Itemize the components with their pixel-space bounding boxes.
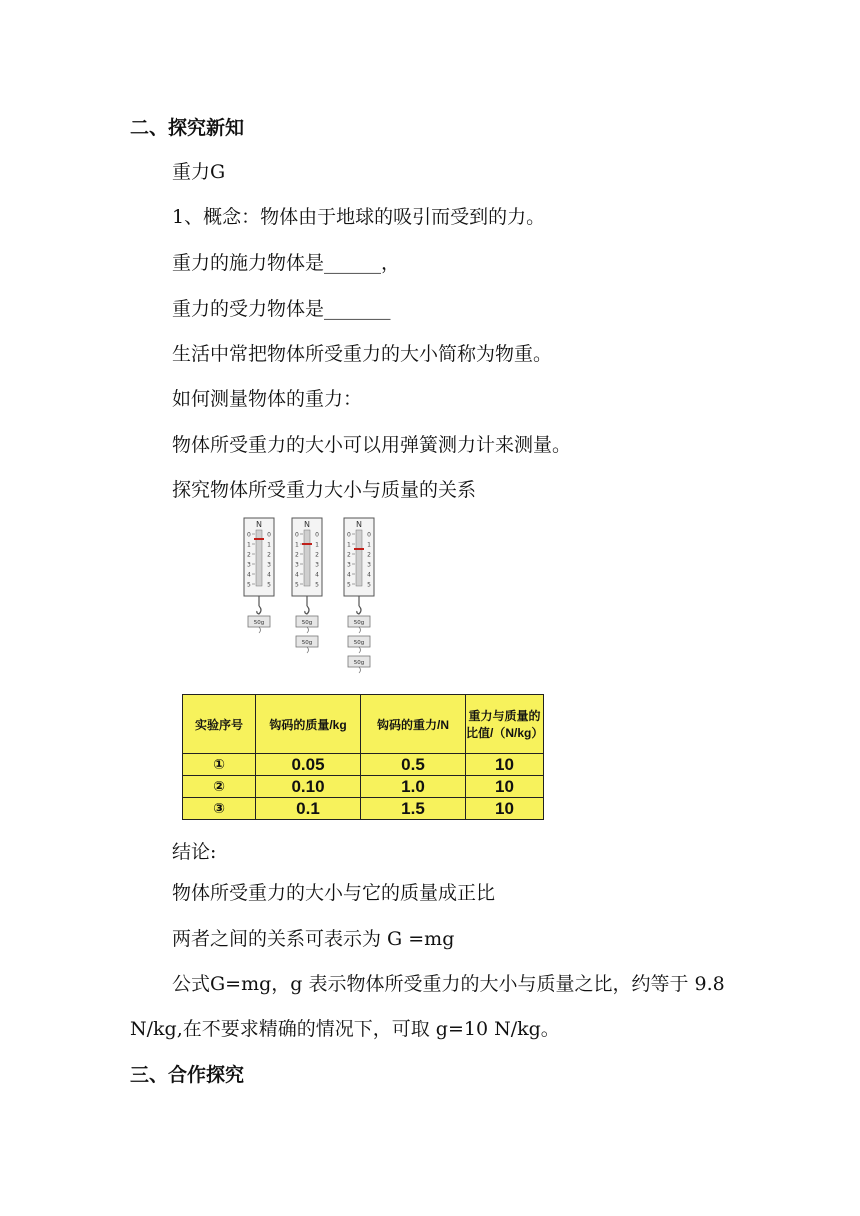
- table-cell: ③: [183, 798, 256, 820]
- scale-hook: [357, 606, 361, 614]
- tick-label: 1: [367, 541, 371, 549]
- table-cell: 10: [466, 754, 544, 776]
- tick-label: 4: [367, 571, 371, 579]
- weight-label: 50g: [353, 620, 365, 626]
- paragraph: 重力的施力物体是______，: [172, 252, 401, 274]
- scale-unit: N: [256, 520, 262, 529]
- tick-label: 5: [247, 581, 251, 589]
- weight-label: 50g: [301, 640, 313, 646]
- scale-unit: N: [356, 520, 362, 529]
- weight-hook: [307, 647, 309, 653]
- paragraph: 如何测量物体的重力：: [172, 388, 363, 410]
- tick-label: 5: [347, 581, 351, 589]
- table-cell: 0.05: [256, 754, 361, 776]
- tick-label: 2: [347, 551, 351, 559]
- scale-hook: [257, 606, 261, 614]
- scale-unit: N: [304, 520, 310, 529]
- tick-label: 3: [295, 561, 299, 569]
- spring-scale-figure: [236, 516, 386, 682]
- tick-label: 4: [247, 571, 251, 579]
- table-header: 钩码的重力/N: [361, 695, 466, 754]
- tick-label: 3: [247, 561, 251, 569]
- table-header: 钩码的质量/kg: [256, 695, 361, 754]
- tick-label: 3: [347, 561, 351, 569]
- tick-label: 0: [247, 531, 251, 539]
- scale-tube: [356, 530, 362, 586]
- table-header: 重力与质量的比值/（N/kg）: [466, 695, 544, 754]
- table-cell: 0.5: [361, 754, 466, 776]
- tick-label: 3: [367, 561, 371, 569]
- tick-label: 2: [315, 551, 319, 559]
- tick-label: 0: [347, 531, 351, 539]
- weight-label: 50g: [253, 620, 265, 626]
- table-cell: 0.10: [256, 776, 361, 798]
- tick-label: 1: [267, 541, 271, 549]
- tick-label: 3: [315, 561, 319, 569]
- table-cell: ②: [183, 776, 256, 798]
- scale-tube: [304, 530, 310, 586]
- experiment-table: [182, 694, 544, 820]
- table-cell: ①: [183, 754, 256, 776]
- weight-label: 50g: [353, 660, 365, 666]
- tick-label: 0: [295, 531, 299, 539]
- tick-label: 4: [295, 571, 299, 579]
- weight-label: 50g: [353, 640, 365, 646]
- table-row: [183, 776, 544, 798]
- paragraph: 物体所受重力的大小可以用弹簧测力计来测量。: [172, 434, 572, 456]
- tick-label: 5: [267, 581, 271, 589]
- table-cell: 0.1: [256, 798, 361, 820]
- tick-label: 0: [315, 531, 319, 539]
- paragraph: N/kg,在不要求精确的情况下，可取 g=10 N/kg。: [130, 1018, 560, 1040]
- tick-label: 1: [315, 541, 319, 549]
- section-heading: 二、探究新知: [130, 117, 245, 139]
- tick-label: 4: [315, 571, 319, 579]
- section-heading: 三、合作探究: [130, 1064, 245, 1086]
- table-row: [183, 798, 544, 820]
- paragraph: 物体所受重力的大小与它的质量成正比: [172, 882, 496, 904]
- paragraph: 重力G: [172, 161, 226, 183]
- tick-label: 5: [315, 581, 319, 589]
- tick-label: 5: [295, 581, 299, 589]
- weight-hook: [259, 627, 261, 633]
- table-row: [183, 754, 544, 776]
- paragraph: 生活中常把物体所受重力的大小简称为物重。: [172, 343, 553, 365]
- tick-label: 2: [295, 551, 299, 559]
- weight-hook: [307, 627, 309, 633]
- tick-label: 1: [347, 541, 351, 549]
- paragraph: 重力的受力物体是_______: [172, 298, 391, 320]
- weight-label: 50g: [301, 620, 313, 626]
- tick-label: 4: [267, 571, 271, 579]
- weight-hook: [359, 627, 361, 633]
- tick-label: 2: [267, 551, 271, 559]
- table-header: 实验序号: [183, 695, 256, 754]
- table-cell: 10: [466, 776, 544, 798]
- table-cell: 1.5: [361, 798, 466, 820]
- paragraph: 公式G=mg，g 表示物体所受重力的大小与质量之比，约等于 9.8: [172, 973, 725, 995]
- table-cell: 10: [466, 798, 544, 820]
- paragraph: 两者之间的关系可表示为 G =mg: [172, 928, 455, 950]
- paragraph: 1、概念：物体由于地球的吸引而受到的力。: [172, 206, 546, 228]
- weight-hook: [359, 667, 361, 673]
- table-cell: 1.0: [361, 776, 466, 798]
- tick-label: 0: [267, 531, 271, 539]
- scale-hook: [305, 606, 309, 614]
- tick-label: 4: [347, 571, 351, 579]
- tick-label: 3: [267, 561, 271, 569]
- tick-label: 1: [295, 541, 299, 549]
- weight-hook: [359, 647, 361, 653]
- paragraph: 结论:: [172, 841, 217, 863]
- paragraph: 探究物体所受重力大小与质量的关系: [172, 479, 477, 501]
- tick-label: 0: [367, 531, 371, 539]
- tick-label: 2: [247, 551, 251, 559]
- tick-label: 2: [367, 551, 371, 559]
- tick-label: 5: [367, 581, 371, 589]
- tick-label: 1: [247, 541, 251, 549]
